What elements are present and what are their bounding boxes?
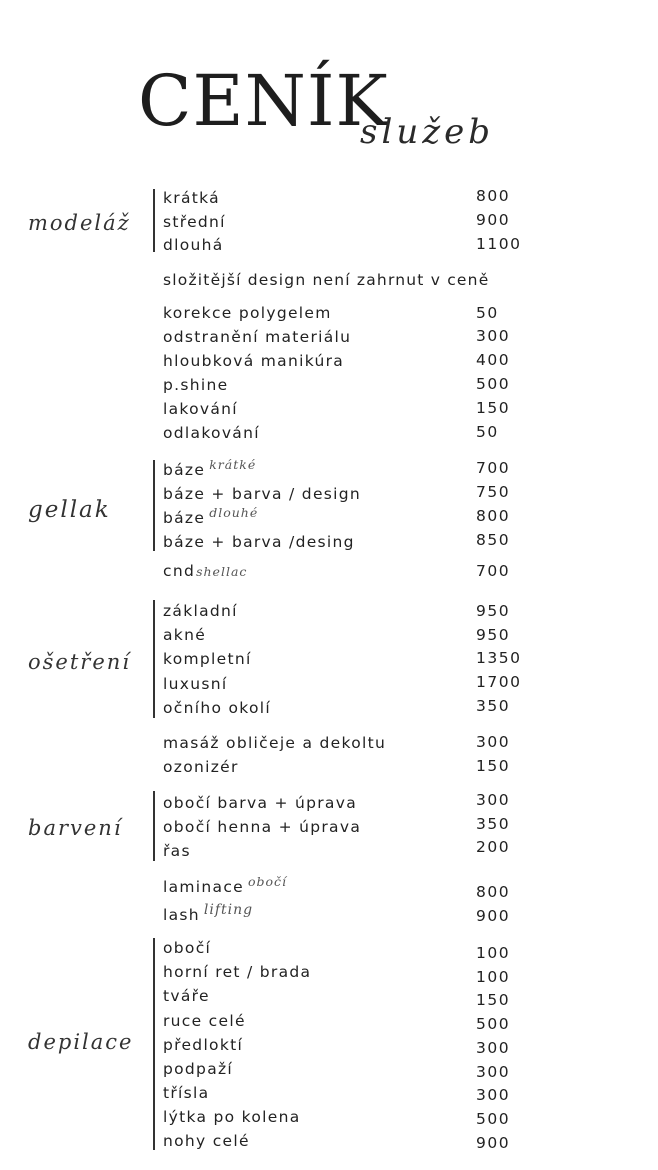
price-item-value: 850 [476,531,511,549]
price-item-value: 1350 [476,649,522,667]
page-title: CENÍK [138,60,389,142]
treatment-tag: obočí [248,874,288,889]
price-item-name-text: laminace [163,878,244,896]
price-item-value: 1100 [476,235,522,253]
price-item-name: dlouhá [163,236,224,254]
price-item-value: 900 [476,907,511,925]
price-item-value: 700 [476,459,511,477]
price-item-value: 700 [476,562,511,580]
price-item-name: střední [163,213,226,231]
price-item-value: 750 [476,483,511,501]
price-item-value: 900 [476,1134,511,1152]
section-divider-gellak [153,460,155,551]
design-note: složitější design není zahrnut v ceně [163,271,490,289]
price-item-value: 300 [476,1063,511,1081]
price-item-name: báze + barva / design [163,485,362,503]
price-item-value: 100 [476,968,511,986]
length-tag: dlouhé [209,505,259,520]
price-item-value: 900 [476,211,511,229]
section-divider-osetreni [153,600,155,718]
section-divider-modelaz [153,189,155,252]
price-item-name: luxusní [163,675,228,693]
section-label-depilace: depilace [28,1030,134,1054]
price-item-value: 500 [476,1015,511,1033]
price-item-name-text: báze [163,461,206,479]
treatment-tag: lifting [203,902,254,918]
price-item-name: ozonizér [163,758,239,776]
price-item-value: 50 [476,423,499,441]
price-item-value: 50 [476,304,499,322]
section-label-modelaz: modeláž [28,211,131,235]
price-item-value: 950 [476,602,511,620]
price-item-value: 350 [476,697,511,715]
price-item-name [163,562,247,581]
section-label-osetreni: ošetření [28,650,131,674]
price-item-value: 400 [476,351,511,369]
price-item-name [163,874,288,897]
price-item-name: krátká [163,189,220,207]
price-item-name [163,457,257,480]
price-item-value: 150 [476,991,511,1009]
price-item-name: ruce celé [163,1012,246,1030]
price-item-value: 100 [476,944,511,962]
price-item-name: odlakování [163,424,260,442]
price-item-name: akné [163,626,207,644]
price-item-value: 150 [476,757,511,775]
price-item-value: 200 [476,838,511,856]
price-item-name: obočí [163,939,212,957]
price-item-name: tváře [163,987,210,1005]
price-item-name-text: báze [163,509,206,527]
price-item-value: 950 [476,626,511,644]
price-item-name: korekce polygelem [163,304,332,322]
price-item-name: odstranění materiálu [163,328,352,346]
price-item-name: kompletní [163,650,252,668]
price-item-value: 150 [476,399,511,417]
price-item-value: 350 [476,815,511,833]
price-item-name: horní ret / brada [163,963,312,981]
price-item-name: podpaží [163,1060,234,1078]
price-item-name: masáž obličeje a dekoltu [163,734,387,752]
price-item-name: lakování [163,400,238,418]
price-item-value: 800 [476,883,511,901]
price-item-name: očního okolí [163,699,271,717]
price-item-value: 500 [476,375,511,393]
length-tag: krátké [209,457,257,472]
price-item-name: lýtka po kolena [163,1108,301,1126]
price-item-value: 500 [476,1110,511,1128]
price-item-value: 800 [476,187,511,205]
price-item-name-text: cnd [163,562,196,580]
brand-tag: shellac [196,564,248,579]
page-subtitle: služeb [360,112,495,152]
price-item-name: p.shine [163,376,229,394]
price-item-value: 1700 [476,673,522,691]
price-item-name [163,902,254,925]
price-item-value: 300 [476,327,511,345]
price-item-value: 800 [476,507,511,525]
price-item-value: 300 [476,733,511,751]
price-item-name [163,505,259,528]
price-item-value: 300 [476,1086,511,1104]
price-item-name: obočí barva + úprava [163,794,357,812]
section-divider-barveni [153,791,155,861]
section-divider-depilace [153,938,155,1150]
price-item-name-text: lash [163,906,200,924]
price-item-name: nohy celé [163,1132,250,1150]
price-item-value: 300 [476,1039,511,1057]
section-label-barveni: barvení [28,816,123,840]
price-item-name: řas [163,842,191,860]
price-item-name: hloubková manikúra [163,352,345,370]
price-item-name: obočí henna + úprava [163,818,362,836]
price-item-value: 300 [476,791,511,809]
price-item-name: třísla [163,1084,210,1102]
section-label-gellak: gellak [28,497,111,523]
price-item-name: základní [163,602,238,620]
price-item-name: předloktí [163,1036,244,1054]
price-item-name: báze + barva /desing [163,533,355,551]
